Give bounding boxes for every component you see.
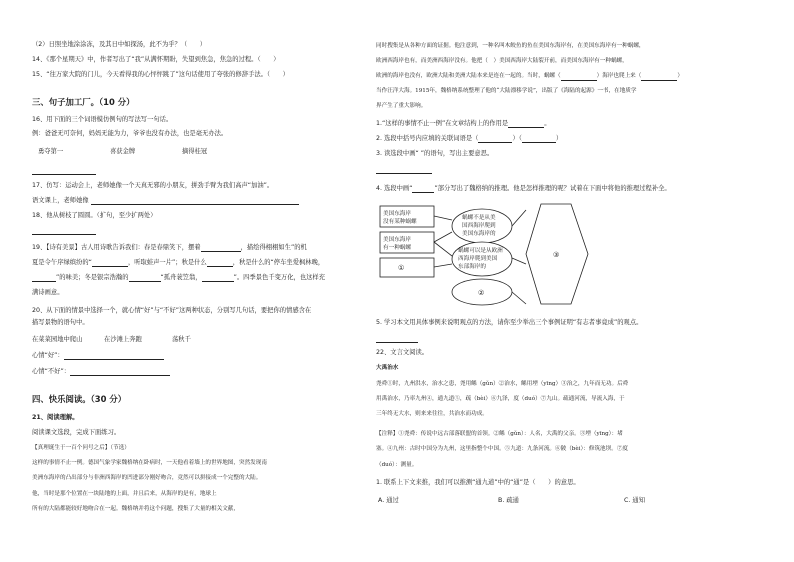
q16-word-3: 摘得桂冠: [182, 148, 208, 155]
svg-text:美国东海岸的: 美国东海岸的: [462, 231, 496, 237]
excerpt-line-2: 美洲东海岸的凸出部分与非洲西海岸的凹进部分刚好吻合，竟然可以拼接成一个完整的大陆。: [32, 475, 262, 481]
q19-blank-4[interactable]: [32, 274, 56, 282]
question-15: 15、“往万家大院的门儿，今天看得我的心怦怦跳了”这句话使用了夸张的修辞手法。（ ）: [32, 71, 289, 78]
choice-a[interactable]: A. 通过: [378, 497, 399, 504]
inference-oval-2: [452, 242, 512, 276]
fact-box-1: [380, 206, 434, 227]
mood-good-blank[interactable]: [64, 352, 164, 360]
choice-b[interactable]: B. 疏通: [498, 497, 519, 504]
question-19-line-2: 夏是令午序绿缤纷的“ ，听取蛙声一片”；秋是什么 ，秋是什么的“停车坐爱枫林晚，: [32, 259, 325, 266]
subquestion-5-answer-line[interactable]: [376, 342, 418, 343]
classic-line-2: 用禹治水，乃率九州④，通九道⑤，疏（bèi）⑥九泽，度（duó）⑦九山。疏通河流，导流入海，于: [376, 396, 625, 402]
q19-blank-5[interactable]: [129, 274, 161, 282]
classic-title: 大禹治水: [376, 365, 399, 371]
passage-blank-1[interactable]: [561, 73, 597, 81]
section-4-heading: 四、快乐阅读。（30 分）: [32, 394, 127, 404]
classic-line-3: 三年终无大水，则来来往往，共治水而功成。: [376, 411, 488, 417]
excerpt-line-4: 所有的大陆都能较好地吻合在一起。魏格纳并将这个问题，搜集了大量的相关文献，: [32, 506, 239, 512]
question-17-prompt: 17、仿写：运动会上，老师她像一个天真无邪的小朋友，拼劲手臂为我们高声“加油”。: [32, 182, 274, 189]
passage-line-5: 界产生了重大影响。: [376, 103, 427, 109]
q19-blank-6[interactable]: [202, 274, 234, 282]
svg-text:蜗螺不是从美: 蜗螺不是从美: [462, 215, 496, 221]
blank-box-1[interactable]: [380, 258, 434, 277]
svg-text:东部海岸的: 东部海岸的: [458, 264, 486, 270]
mood-good-row: 心情“好”：: [32, 351, 164, 360]
question-20-prompt: 20、从下面的情景中选择一个，就心情“好”与“不好”这两种状态，分别写几句话，要把你的情感含在: [32, 307, 312, 314]
reasoning-diagram: [376, 198, 646, 310]
classic-question-1: 1. 联系上下文来推，我们可以推测“通九道”中的“通”是（ ）的意思。: [376, 479, 580, 486]
svg-text:西海岸爬到美国: 西海岸爬到美国: [458, 256, 498, 262]
subquestion-4: 4. 选段中画“ ”部分写出了魏格纳的推理。他是怎样推理的呢？试着在下面中将他的推理过程补全。: [376, 185, 671, 192]
passage-line-1: 同时搜集是从各种方面的证据。他注意到，一种名叫木鲛鱼的鱼在美国东海岸有，在美国东海岸有一种蜗螺，: [376, 43, 645, 49]
q16-answer-line[interactable]: [32, 174, 96, 175]
mood-bad-blank[interactable]: [70, 368, 170, 376]
question-22-heading: 22、文言文阅读。: [376, 349, 429, 356]
svg-text:③: ③: [553, 251, 560, 259]
question-21-heading: 21、阅读理解。: [32, 414, 79, 421]
subquestion-2: 2. 选段中括号内应填的关联词语是（ ）（ ）: [376, 135, 563, 142]
passage-line-4: 当作汪洋大海。1915年，魏格纳系统整理了他的“大陆漂移学说”，出版了《海陆的起源》一书，在地质学: [376, 88, 637, 94]
question-16-example: 例：爸爸无可奈何，妈妈无能为力，爷爷也没有办法，也是毫无办法。: [32, 130, 228, 137]
passage-line-2: 欧洲西海岸也有，而美洲西海岸没有。他把（ ）美国西海岸大陆裂开前，而美国东海岸有一种蜗螺，: [376, 58, 628, 64]
mood-bad-row: 心情“不好”：: [32, 367, 170, 376]
q19-blank-3[interactable]: [207, 259, 233, 267]
subquestion-3-answer-line[interactable]: [376, 173, 432, 174]
fact-box-2: [380, 232, 434, 253]
choice-c[interactable]: C. 通知: [624, 497, 645, 504]
svg-text:美国东海岸: 美国东海岸: [383, 211, 411, 217]
subquestion-1: 1.“这样的事情不止一例”在文章结构上的作用是 。: [376, 120, 551, 127]
question-prev-2: （2）日照坐地涂涂冻，及其日中如探汤，此不为乎？（ ）: [32, 41, 207, 48]
passage-line-3: 欧洲的海岸也没有，欧洲大陆和美洲大陆本来是连在一起的。当时，蜗螺（ ）海岸也爬上来（ ）: [376, 73, 683, 79]
q18-answer-line[interactable]: [32, 234, 96, 235]
q16-word-1: 勇夺第一: [38, 148, 64, 155]
svg-text:蜗螺可以是从欧洲: 蜗螺可以是从欧洲: [458, 248, 503, 254]
excerpt-line-3: 他，当时是那个位置在一块陆地的上面，并且后来，从海岸的是有，地球上: [32, 491, 217, 497]
question-16-prompt: 16、用下面的三个词语模仿例句的写法写一句话。: [32, 116, 173, 123]
question-19-line-4: 满诗画意。: [32, 289, 64, 296]
question-14: 14、《那个星期天》中，作者写出了“我”从满怀期盼，失望到焦急，焦急的过程。（ ）: [32, 56, 280, 63]
excerpt-title: 【真理诞生于一百个问号之后】（节选）: [32, 445, 130, 451]
conclusion-hexagon[interactable]: [526, 204, 588, 304]
q16-word-2: 喜获金牌: [110, 148, 136, 155]
q20-scene-2: 在沙滩上奔跑: [104, 336, 142, 343]
svg-text:没有某种蜗螺: 没有某种蜗螺: [383, 219, 417, 225]
annotation-line-1: 【注释】①尧舜：传说中远古部落联盟的首领。②鲧（gǔn）：人名，大禹的父亲。③堙（yīng）：堵: [376, 431, 623, 437]
passage-blank-2[interactable]: [641, 73, 677, 81]
svg-text:有一种蜗螺: 有一种蜗螺: [383, 245, 411, 251]
q19-blank-2[interactable]: [92, 259, 128, 267]
q20-scene-3: 荡秋千: [172, 336, 191, 343]
q20-scene-1: 在菜菜园地中爬山: [32, 336, 83, 343]
annotation-line-2: 塞。④九州：古时中国分为九州，这里指整个中国。⑤九道：九条河流。⑥陂（bèi）：修筑池坝。⑦度: [376, 446, 629, 452]
subquestion-2-blank-2[interactable]: [522, 135, 556, 143]
q17-lead: 语文课上，老师她像: [32, 197, 89, 204]
classic-line-1: 尧舜①时，九州洪水，治水之患，尧用鲧（gǔn）②治水，鲧用堙（yīng）③治之，九年而无功。后舜: [376, 381, 629, 387]
question-19-line-3: ”的味美；冬是银宗浩瀚的 “孤舟蓑笠翁， ”。四季景色千变万化，也这样充: [32, 273, 325, 282]
svg-text:美国东海岸: 美国东海岸: [383, 237, 411, 243]
section-3-heading: 三、句子加工厂。（10 分）: [32, 97, 135, 107]
question-20-prompt-2: 描写景物的语句中。: [32, 319, 89, 326]
svg-text:①: ①: [398, 264, 405, 272]
inference-oval-1: [452, 209, 512, 243]
subquestion-2-blank-1[interactable]: [478, 135, 512, 143]
blank-oval-2[interactable]: [452, 279, 512, 305]
question-18-prompt: 18、他从树枝了圆圆。（扩句，至少扩两处）: [32, 212, 157, 219]
q19-blank-1[interactable]: [201, 244, 241, 252]
subquestion-3: 3. 读选段中画“ ”的语句，写出主要意思。: [376, 150, 494, 157]
question-17-fill: [32, 196, 299, 205]
svg-text:国西海岸爬到: 国西海岸爬到: [462, 223, 496, 229]
annotation-line-3: （duó）：测量。: [376, 462, 418, 468]
subquestion-5: 5. 学习本文用具体事例来说明观点的方法，请你至少举出三个事例证明“有志者事竟成”的观点。: [376, 319, 643, 326]
question-19-line-1: 19、【诗有美景】古人用诗歌告诉我们：春是春鼎笑下，摆着 ，描绘得栩栩如生”的机: [32, 244, 307, 251]
question-21-instruction: 阅读课文选段，完成下面练习。: [32, 429, 121, 436]
subquestion-1-blank[interactable]: [508, 120, 544, 128]
q17-blank[interactable]: [91, 197, 299, 205]
svg-text:②: ②: [478, 289, 485, 297]
subquestion-4-underline: [412, 185, 434, 193]
excerpt-line-1: 这样的事情不止一例。德国气象学家魏格纳在卧病时，一天他看着墙上的世界地图，突然发现南: [32, 460, 267, 466]
